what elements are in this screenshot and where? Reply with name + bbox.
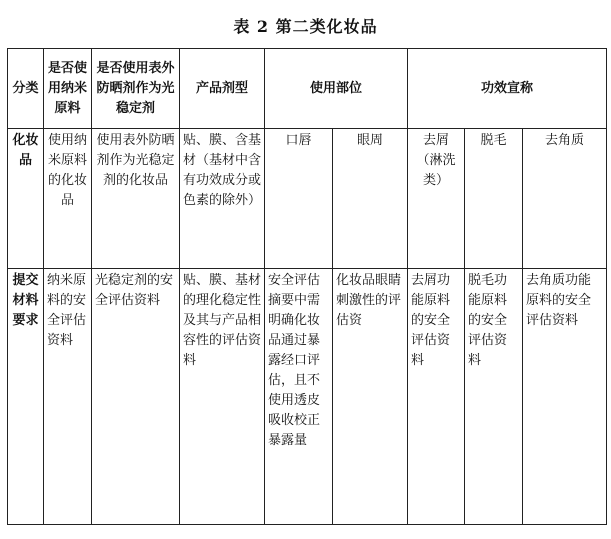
cell-submit-claim-keratin: 去角质功能原料的安全评估资料	[523, 269, 607, 525]
cell-claim-dandruff: 去屑（淋洗类）	[408, 129, 465, 269]
cell-submit-claim-hair: 脱毛功能原料的安全评估资料	[465, 269, 523, 525]
cell-nano: 使用纳米原料的化妆品	[44, 129, 92, 269]
header-nano: 是否使用纳米原料	[44, 49, 92, 129]
cell-submit-nano: 纳米原料的安全评估资料	[44, 269, 92, 525]
cosmetic-row	[8, 129, 607, 269]
cell-submit-claim-dandruff: 去屑功能原料的安全评估资料	[408, 269, 465, 525]
cell-claim-hair: 脱毛	[465, 129, 523, 269]
cosmetics-table	[7, 48, 607, 525]
cell-submit-sunscreen: 光稳定剂的安全评估资料	[92, 269, 180, 525]
header-category: 分类	[8, 49, 44, 129]
cell-submit-site-eye: 化妆品眼睛刺激性的评估资	[333, 269, 408, 525]
header-row	[8, 49, 607, 129]
header-form: 产品剂型	[180, 49, 265, 129]
cell-sunscreen: 使用表外防晒剂作为光稳定剂的化妆品	[92, 129, 180, 269]
cell-submit-form: 贴、膜、基材的理化稳定性及其与产品相容性的评估资料	[180, 269, 265, 525]
cell-claim-keratin: 去角质	[523, 129, 607, 269]
header-claim: 功效宣称	[408, 49, 607, 129]
submission-row	[8, 269, 607, 525]
row-label-submit: 提交材料要求	[8, 269, 44, 525]
header-sunscreen: 是否使用表外防晒剂作为光稳定剂	[92, 49, 180, 129]
table-title: 表 2 第二类化妆品	[233, 17, 378, 36]
cell-site-lip: 口唇	[265, 129, 333, 269]
header-site: 使用部位	[265, 49, 408, 129]
cell-submit-site-lip: 安全评估摘要中需明确化妆品通过暴露经口评估，且不使用透皮吸收校正暴露量	[265, 269, 333, 525]
cell-form: 贴、膜、含基材（基材中含有功效成分或色素的除外）	[180, 129, 265, 269]
cell-site-eye: 眼周	[333, 129, 408, 269]
row-label-cosmetic: 化妆品	[8, 129, 44, 269]
